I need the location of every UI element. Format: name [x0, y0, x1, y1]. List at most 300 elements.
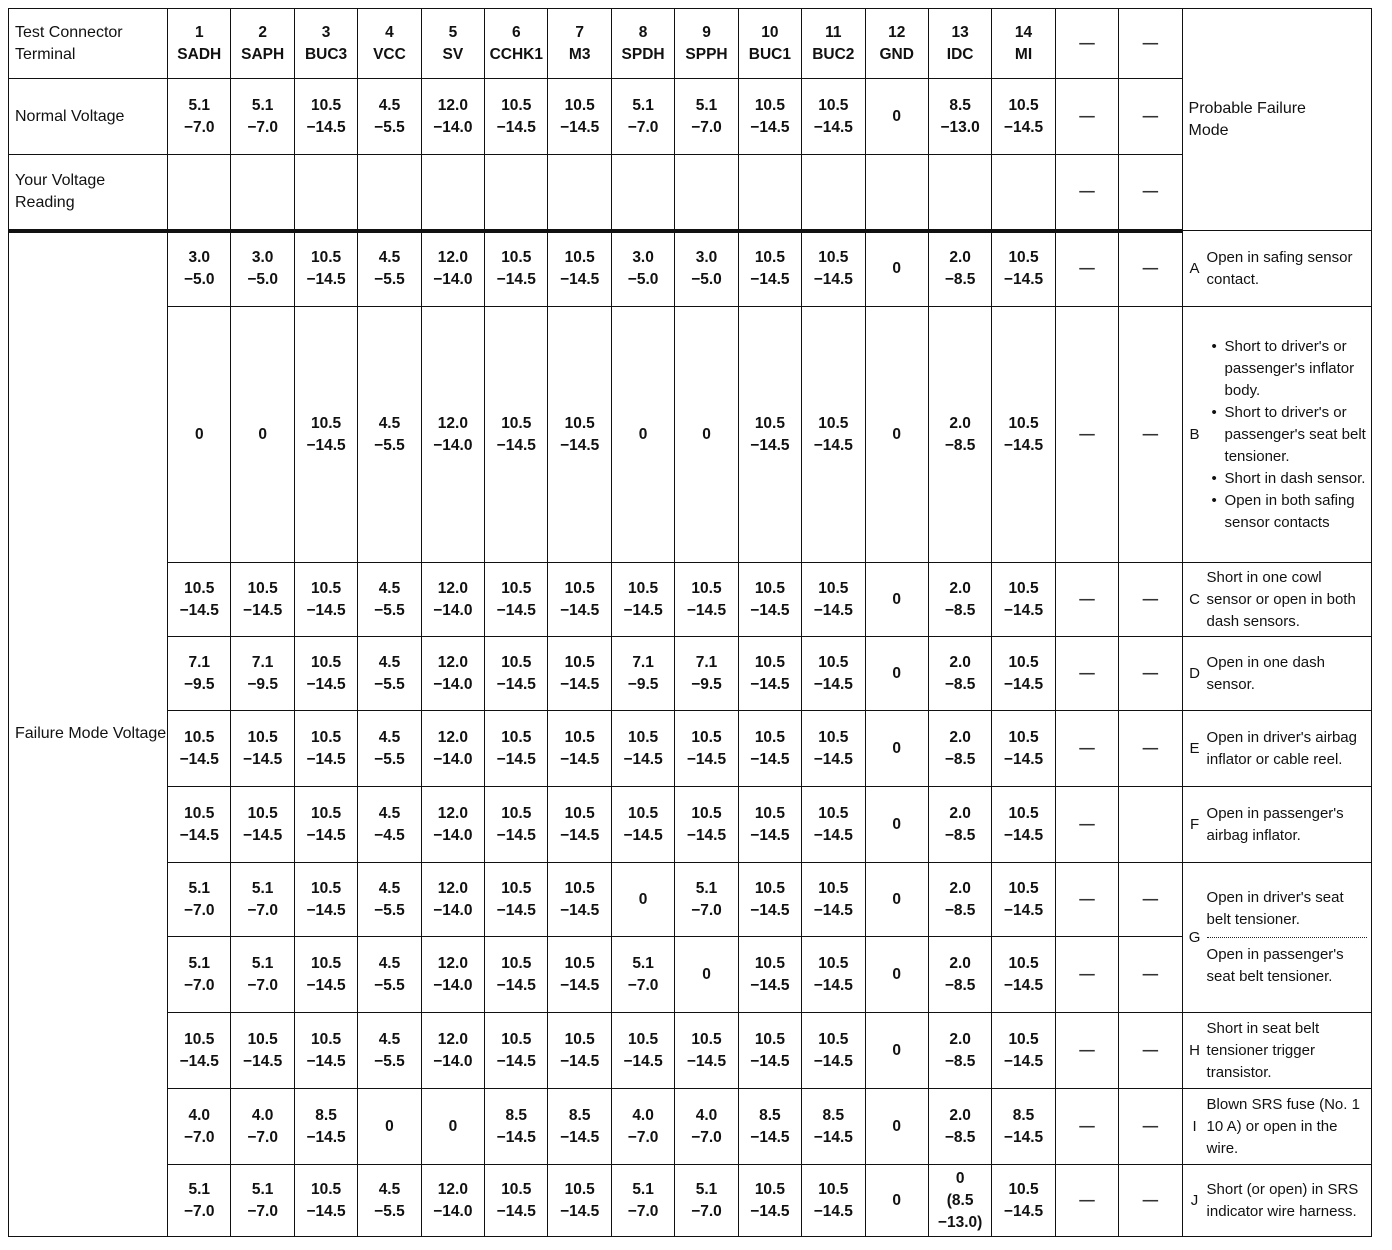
voltage-value: −5.5 — [374, 976, 405, 994]
terminal-name: MI — [1014, 45, 1033, 63]
dash-mark: — — [1079, 965, 1095, 983]
voltage-value: −14.5 — [496, 1202, 536, 1220]
voltage-value: 2.0 — [949, 579, 971, 597]
dash-mark: — — [1079, 425, 1095, 443]
your-reading-cell — [675, 155, 738, 231]
failure-voltage-cell — [992, 787, 1055, 863]
failure-voltage-cell — [738, 937, 801, 1013]
voltage-value: 5.1 — [632, 96, 654, 114]
voltage-value: −14.5 — [1003, 901, 1044, 919]
voltage-value: 10.5 — [184, 579, 215, 597]
voltage-value: 8.5 — [315, 1106, 337, 1124]
voltage-value: 10.5 — [818, 249, 849, 267]
failure-voltage-cell — [611, 863, 674, 937]
failure-voltage-cell — [738, 1013, 801, 1089]
failure-voltage-cell — [358, 637, 421, 711]
terminal-header-14 — [992, 9, 1055, 79]
dash-mark: — — [1079, 815, 1095, 833]
failure-voltage-cell — [548, 937, 611, 1013]
voltage-value: 10.5 — [501, 1180, 532, 1198]
voltage-value: −14.5 — [496, 826, 536, 844]
failure-mode-wrap — [1183, 247, 1371, 291]
failure-voltage-cell — [802, 863, 865, 937]
voltage-value: −5.5 — [374, 271, 405, 289]
failure-voltage-cell — [611, 307, 674, 563]
voltage-value: 10.5 — [247, 1030, 278, 1048]
voltage-value: 10.5 — [501, 579, 532, 597]
voltage-value: −14.5 — [560, 826, 600, 844]
failure-mode-row — [9, 863, 1372, 937]
failure-voltage-cell — [738, 1089, 801, 1165]
failure-mode-letter: E — [1189, 739, 1200, 757]
voltage-value: 5.1 — [188, 879, 211, 897]
unused-terminal-cell — [1055, 307, 1118, 563]
voltage-value: 0 — [892, 890, 902, 908]
failure-voltage-cell — [865, 231, 928, 307]
terminal-name: SAPH — [241, 45, 285, 63]
failure-mode-wrap — [1183, 881, 1371, 994]
voltage-value: −14.0 — [433, 675, 473, 693]
failure-voltage-cell — [358, 1013, 421, 1089]
voltage-value: −14.5 — [750, 901, 790, 919]
failure-voltage-cell — [548, 637, 611, 711]
unused-terminal-cell — [1055, 155, 1118, 231]
normal-voltage-cell — [168, 79, 231, 155]
voltage-value: −14.5 — [306, 1128, 346, 1146]
failure-mode-text — [1207, 803, 1371, 847]
failure-voltage-cell — [992, 231, 1055, 307]
failure-voltage-cell — [485, 1089, 548, 1165]
voltage-value: 10.5 — [501, 879, 532, 897]
failure-voltage-cell — [865, 863, 928, 937]
voltage-value: 10.5 — [564, 1180, 595, 1198]
failure-mode-e — [1182, 711, 1371, 787]
unused-terminal-cell — [1055, 863, 1118, 937]
failure-voltage-cell — [548, 1165, 611, 1237]
voltage-value: −14.5 — [179, 750, 219, 768]
voltage-value: 10.5 — [818, 804, 849, 822]
failure-voltage-cell — [802, 787, 865, 863]
voltage-value: 4.5 — [378, 1030, 401, 1048]
terminal-header-9 — [675, 9, 738, 79]
voltage-value: 0 — [638, 425, 648, 443]
voltage-value: 5.1 — [632, 1180, 654, 1198]
failure-mode-voltage-label: Failure Mode Voltage — [9, 231, 168, 1237]
voltage-value: 10.5 — [754, 653, 785, 671]
voltage-value: −14.5 — [496, 1052, 536, 1070]
failure-voltage-cell — [992, 1013, 1055, 1089]
voltage-value: −9.5 — [691, 675, 722, 693]
voltage-value: 10.5 — [501, 804, 532, 822]
voltage-value: 10.5 — [818, 1030, 849, 1048]
voltage-value: −14.5 — [813, 1202, 853, 1220]
normal-voltage-cell — [928, 79, 991, 155]
failure-voltage-cell — [928, 1165, 991, 1237]
dash-mark: — — [1142, 107, 1159, 125]
failure-mode-text — [1207, 1094, 1371, 1160]
voltage-value: 0 — [892, 965, 902, 983]
voltage-value: 4.5 — [378, 954, 401, 972]
failure-voltage-cell — [421, 937, 484, 1013]
voltage-value: 10.5 — [1008, 804, 1039, 822]
terminal-name: M3 — [568, 45, 591, 63]
voltage-value: 2.0 — [949, 653, 971, 671]
failure-voltage-cell — [865, 637, 928, 711]
voltage-value: 10.5 — [1008, 954, 1039, 972]
failure-mode-row — [9, 711, 1372, 787]
failure-voltage-cell — [485, 787, 548, 863]
voltage-value: 10.5 — [691, 804, 722, 822]
srs-voltage-table-sheet — [8, 8, 1372, 1237]
failure-mode-text — [1207, 881, 1371, 994]
failure-voltage-cell — [485, 711, 548, 787]
voltage-value: 7.1 — [632, 653, 654, 671]
terminal-name: BUC2 — [812, 45, 855, 63]
voltage-value: −14.5 — [1003, 826, 1044, 844]
dash-mark: — — [1142, 1117, 1159, 1135]
voltage-value: −7.0 — [183, 1202, 215, 1220]
normal-voltage-cell — [485, 79, 548, 155]
voltage-value: 10.5 — [691, 579, 722, 597]
unused-terminal-cell — [1119, 711, 1182, 787]
failure-voltage-cell — [231, 1165, 294, 1237]
failure-mode-f — [1182, 787, 1371, 863]
voltage-value: 5.1 — [251, 1180, 274, 1198]
failure-voltage-cell — [231, 1089, 294, 1165]
voltage-value: −14.5 — [1003, 601, 1044, 619]
voltage-value: −14.5 — [306, 901, 346, 919]
unused-terminal-cell — [1119, 937, 1182, 1013]
voltage-value: 10.5 — [818, 414, 849, 432]
unused-terminal-cell — [1055, 79, 1118, 155]
voltage-value: −5.5 — [374, 901, 405, 919]
failure-voltage-cell — [675, 787, 738, 863]
voltage-value: −14.5 — [686, 601, 727, 619]
terminal-number: 4 — [385, 23, 394, 41]
voltage-value: −5.0 — [691, 271, 722, 289]
unused-terminal-cell — [1119, 787, 1182, 863]
failure-voltage-cell — [358, 863, 421, 937]
voltage-value: 10.5 — [310, 249, 342, 267]
failure-mode-wrap — [1183, 652, 1371, 696]
voltage-value: −14.5 — [813, 1128, 853, 1146]
failure-voltage-cell — [992, 1165, 1055, 1237]
failure-voltage-cell — [548, 787, 611, 863]
voltage-value: −14.5 — [813, 976, 853, 994]
unused-terminal-cell — [1119, 79, 1182, 155]
voltage-value: −14.5 — [623, 826, 663, 844]
failure-voltage-cell — [231, 563, 294, 637]
voltage-value: 10.5 — [564, 414, 595, 432]
voltage-value: 2.0 — [949, 879, 971, 897]
voltage-value: 12.0 — [437, 579, 468, 597]
failure-voltage-cell — [611, 937, 674, 1013]
failure-voltage-cell — [928, 563, 991, 637]
voltage-value: 10.5 — [247, 579, 278, 597]
failure-voltage-cell — [611, 1089, 674, 1165]
voltage-value: 10.5 — [564, 954, 595, 972]
terminal-header-7 — [548, 9, 611, 79]
voltage-value: −14.5 — [306, 675, 346, 693]
voltage-value: −14.5 — [813, 750, 853, 768]
voltage-value: −14.5 — [750, 750, 790, 768]
voltage-value: −14.0 — [433, 750, 473, 768]
failure-voltage-cell — [485, 231, 548, 307]
voltage-value: 12.0 — [437, 1030, 468, 1048]
voltage-value: −5.5 — [374, 675, 405, 693]
unused-terminal-cell — [1055, 787, 1118, 863]
voltage-value: −5.5 — [374, 601, 405, 619]
failure-voltage-cell — [294, 637, 357, 711]
failure-voltage-cell — [294, 1089, 357, 1165]
voltage-value: −14.5 — [813, 901, 853, 919]
failure-voltage-cell — [992, 937, 1055, 1013]
voltage-value: −7.0 — [183, 901, 215, 919]
voltage-value: −14.0 — [433, 118, 473, 136]
voltage-value: 4.5 — [378, 96, 401, 114]
voltage-value: −14.5 — [750, 675, 790, 693]
voltage-value: −14.5 — [1003, 436, 1044, 454]
unused-terminal-cell — [1119, 1013, 1182, 1089]
failure-mode-g — [1182, 863, 1371, 1013]
unused-terminal-cell — [1119, 1089, 1182, 1165]
voltage-value: 12.0 — [437, 653, 468, 671]
voltage-value: −8.5 — [944, 826, 976, 844]
voltage-value: −14.5 — [750, 601, 790, 619]
voltage-value: 12.0 — [437, 1180, 468, 1198]
your-reading-cell — [358, 155, 421, 231]
voltage-value: −14.5 — [306, 750, 346, 768]
voltage-value: 10.5 — [1008, 249, 1039, 267]
voltage-value: 10.5 — [564, 804, 595, 822]
failure-mode-text — [1207, 336, 1371, 534]
unused-terminal-cell — [1119, 307, 1182, 563]
failure-voltage-cell — [548, 1013, 611, 1089]
voltage-value: 10.5 — [564, 653, 595, 671]
voltage-value: −13.0 — [940, 118, 980, 136]
voltage-value: −14.5 — [306, 118, 346, 136]
voltage-value: 10.5 — [818, 879, 849, 897]
voltage-value: 10.5 — [818, 96, 849, 114]
voltage-value: −14.5 — [1003, 976, 1044, 994]
failure-voltage-cell — [992, 863, 1055, 937]
failure-voltage-cell — [802, 937, 865, 1013]
voltage-value: 8.5 — [505, 1106, 528, 1124]
voltage-value: −14.5 — [560, 750, 600, 768]
voltage-value: −7.0 — [627, 118, 659, 136]
failure-mode-letter: D — [1189, 664, 1200, 682]
failure-mode-wrap — [1183, 803, 1371, 847]
failure-mode-wrap — [1183, 567, 1371, 633]
failure-voltage-cell — [928, 231, 991, 307]
unused-terminal-cell — [1119, 563, 1182, 637]
voltage-value: −14.5 — [496, 750, 536, 768]
voltage-value: −14.5 — [243, 601, 283, 619]
dash-mark: — — [1142, 34, 1159, 52]
terminal-number: 9 — [702, 23, 711, 41]
failure-voltage-cell — [865, 563, 928, 637]
voltage-value: −14.0 — [433, 271, 473, 289]
failure-voltage-cell — [485, 1013, 548, 1089]
failure-voltage-cell — [675, 231, 738, 307]
voltage-value: 10.5 — [564, 96, 595, 114]
voltage-value: −14.0 — [433, 1052, 473, 1070]
failure-voltage-cell — [675, 1165, 738, 1237]
voltage-value: −14.5 — [750, 271, 790, 289]
voltage-value: 10.5 — [310, 728, 342, 746]
dash-mark: — — [1142, 965, 1159, 983]
normal-voltage-cell — [992, 79, 1055, 155]
voltage-value: −9.5 — [247, 675, 278, 693]
failure-voltage-cell — [992, 637, 1055, 711]
voltage-value: 4.5 — [378, 728, 401, 746]
your-reading-cell — [611, 155, 674, 231]
failure-voltage-cell — [231, 863, 294, 937]
failure-voltage-cell — [548, 1089, 611, 1165]
terminal-header-10 — [738, 9, 801, 79]
unused-terminal-cell — [1055, 9, 1118, 79]
terminal-number: 2 — [258, 23, 267, 41]
voltage-value: 10.5 — [754, 879, 785, 897]
failure-voltage-cell — [168, 1165, 231, 1237]
unused-terminal-cell — [1055, 937, 1118, 1013]
failure-voltage-cell — [675, 563, 738, 637]
terminal-label: Test Connector Terminal — [9, 9, 168, 79]
voltage-value: −7.0 — [183, 976, 215, 994]
failure-mode-row — [9, 637, 1372, 711]
your-reading-cell — [485, 155, 548, 231]
failure-voltage-cell — [675, 1013, 738, 1089]
failure-mode-text — [1207, 727, 1371, 771]
voltage-value: 5.1 — [188, 96, 211, 114]
terminal-name: VCC — [373, 45, 406, 63]
voltage-value: 10.5 — [310, 879, 342, 897]
voltage-value: −14.5 — [243, 750, 283, 768]
dash-mark: — — [1079, 664, 1095, 682]
failure-mode-description: Open in safing sensor contact. — [1206, 248, 1353, 288]
failure-mode-text — [1207, 567, 1371, 633]
failure-voltage-cell — [802, 1165, 865, 1237]
dash-mark: — — [1142, 1041, 1159, 1059]
voltage-value: 3.0 — [251, 249, 274, 267]
voltage-value: 8.5 — [759, 1106, 781, 1124]
your-reading-label: Your Voltage Reading — [9, 155, 168, 231]
failure-voltage-cell — [865, 1165, 928, 1237]
voltage-value: 0 — [892, 1041, 902, 1059]
normal-voltage-cell — [675, 79, 738, 155]
voltage-value: −14.0 — [433, 601, 473, 619]
terminal-name: SPPH — [685, 45, 728, 63]
voltage-value: 0 — [892, 739, 902, 757]
failure-voltage-cell — [675, 711, 738, 787]
failure-voltage-cell — [548, 231, 611, 307]
failure-voltage-cell — [231, 231, 294, 307]
unused-terminal-cell — [1055, 1089, 1118, 1165]
voltage-value: 0 — [892, 1117, 902, 1135]
voltage-value: −14.5 — [306, 601, 346, 619]
failure-voltage-cell — [992, 307, 1055, 563]
voltage-value: −14.5 — [306, 976, 346, 994]
unused-terminal-cell — [1119, 1165, 1182, 1237]
voltage-value: −8.5 — [944, 675, 976, 693]
terminal-header-6 — [485, 9, 548, 79]
voltage-value: −14.5 — [306, 436, 346, 454]
failure-voltage-cell — [358, 307, 421, 563]
terminal-name: SPDH — [621, 45, 665, 63]
failure-mode-item: • Open in both safing sensor contacts — [1225, 490, 1367, 534]
voltage-value: 10.5 — [184, 728, 215, 746]
failure-voltage-cell — [421, 1089, 484, 1165]
voltage-value: 2.0 — [949, 804, 971, 822]
voltage-value: −14.5 — [1003, 675, 1044, 693]
failure-voltage-cell — [231, 937, 294, 1013]
terminal-number: 6 — [511, 23, 521, 41]
failure-voltage-cell — [928, 711, 991, 787]
voltage-value: −9.5 — [627, 675, 659, 693]
your-reading-cell — [865, 155, 928, 231]
voltage-value: 10.5 — [754, 579, 785, 597]
normal-voltage-cell — [358, 79, 421, 155]
failure-voltage-cell — [485, 937, 548, 1013]
terminal-number: 10 — [761, 23, 779, 41]
your-reading-cell — [928, 155, 991, 231]
voltage-value: 10.5 — [310, 804, 342, 822]
voltage-value: 10.5 — [564, 879, 595, 897]
voltage-value: 0 — [892, 664, 902, 682]
failure-mode-wrap — [1183, 1179, 1371, 1223]
terminal-number: 1 — [194, 23, 204, 41]
failure-mode-text — [1207, 1179, 1371, 1223]
terminal-number: 12 — [888, 23, 906, 41]
failure-voltage-cell — [548, 711, 611, 787]
failure-mode-item: • Short to driver's or passenger's seat belt tensioner. — [1225, 402, 1367, 468]
failure-voltage-cell — [675, 937, 738, 1013]
failure-voltage-cell — [294, 307, 357, 563]
dash-mark: — — [1142, 739, 1159, 757]
voltage-value: 10.5 — [1008, 96, 1039, 114]
failure-voltage-cell — [738, 637, 801, 711]
voltage-value: −14.5 — [496, 1128, 536, 1146]
voltage-value: −14.5 — [243, 826, 283, 844]
failure-voltage-cell — [358, 1165, 421, 1237]
failure-voltage-cell — [421, 1013, 484, 1089]
voltage-value: −14.5 — [623, 1052, 663, 1070]
voltage-value: −5.5 — [374, 1052, 405, 1070]
voltage-value: 10.5 — [1008, 653, 1039, 671]
failure-mode-letter: J — [1190, 1191, 1199, 1209]
failure-mode-description: Short in one cowl sensor or open in both dash sensors. — [1206, 568, 1356, 630]
voltage-value: −7.0 — [627, 1128, 659, 1146]
voltage-value: −14.5 — [813, 436, 853, 454]
voltage-value: −5.0 — [183, 271, 215, 289]
voltage-value: −14.5 — [813, 826, 853, 844]
probable-failure-mode-header: Probable Failure Mode — [1182, 9, 1371, 231]
failure-mode-a — [1182, 231, 1371, 307]
voltage-value: 10.5 — [1008, 728, 1039, 746]
voltage-value: 8.5 — [1012, 1106, 1035, 1124]
voltage-value: 10.5 — [818, 954, 849, 972]
voltage-value: 10.5 — [310, 96, 342, 114]
voltage-value: −14.5 — [496, 436, 536, 454]
terminal-number: 11 — [825, 23, 842, 41]
failure-mode-row — [9, 231, 1372, 307]
voltage-value: 12.0 — [437, 879, 468, 897]
failure-voltage-cell — [611, 231, 674, 307]
unused-terminal-cell — [1119, 9, 1182, 79]
failure-voltage-cell — [675, 863, 738, 937]
voltage-value: −14.5 — [306, 1202, 346, 1220]
failure-mode-text — [1207, 652, 1371, 696]
